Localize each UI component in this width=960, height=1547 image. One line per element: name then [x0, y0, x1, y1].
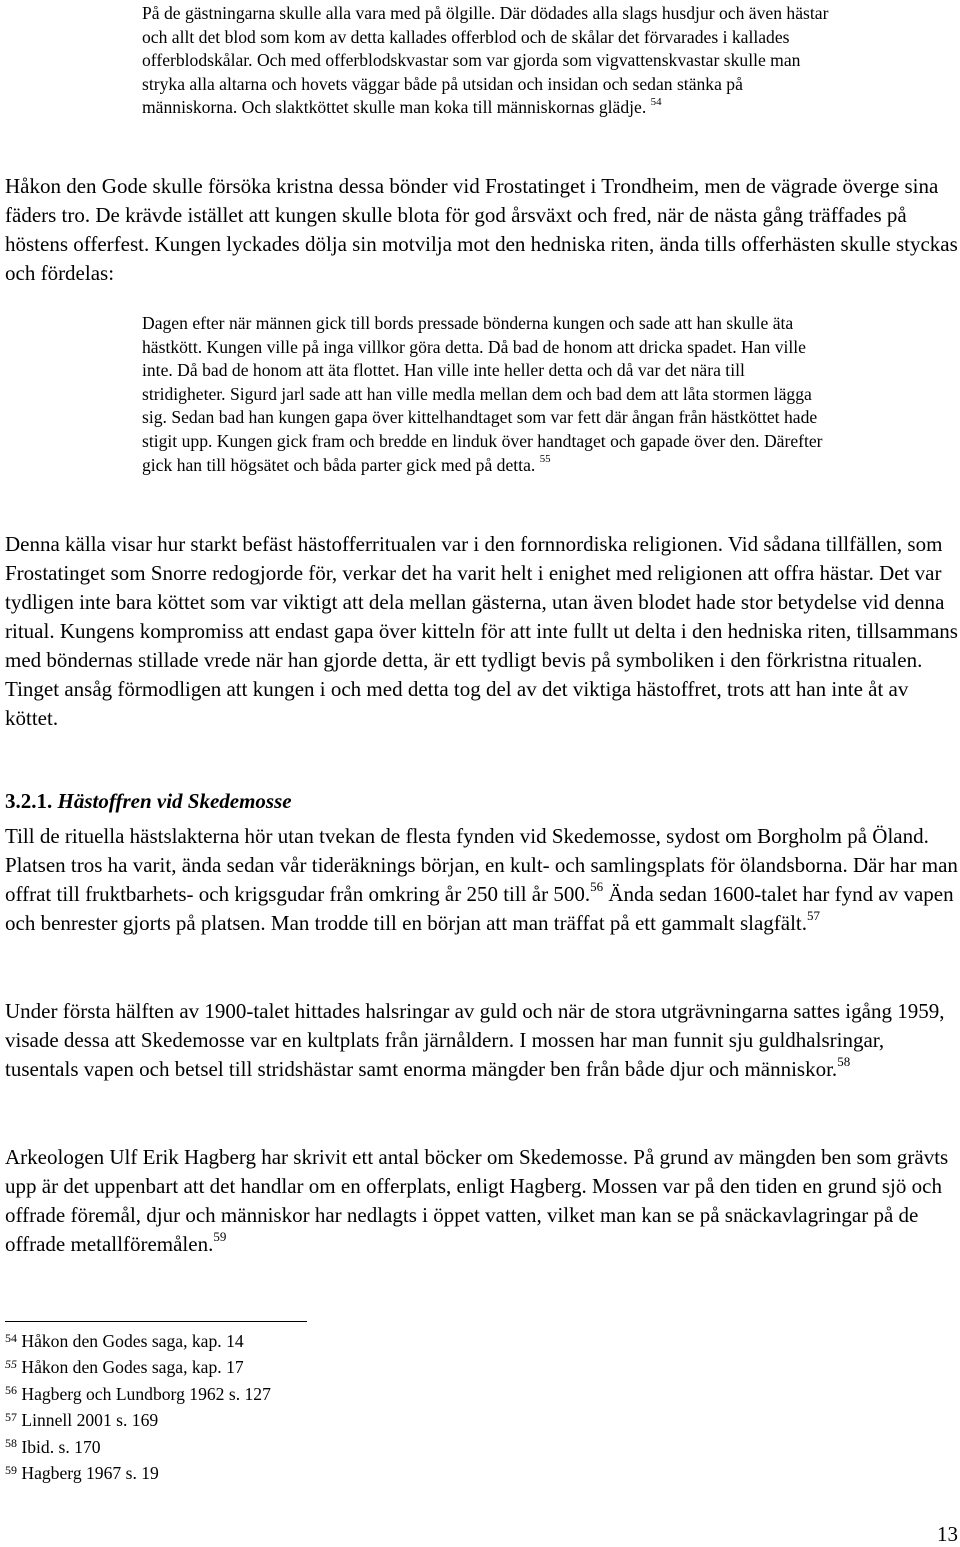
paragraph-source-analysis: Denna källa visar hur starkt befäst hästofferritualen var i den fornnordiska religionen. Vid sådana tillfällen, som Frostatinget som Snorre redogjorde för, verkar det ha varit helt i enighet med religionen att offra hästar. Det var tydligen inte bara köttet som var viktigt att dela mellan gästerna, utan även blodet hade stor betydelse vid denna ritual. Kungens kompromiss att endast gapa över kitteln för att inte fullt ut delta i den hedniska riten, tillsammans med böndernas stillade vrede när han gjorde detta, är ett tydligt bevis på symboliken i den förkristna ritualen. Tinget ansåg förmodligen att kungen i och med detta tog del av det viktiga hästoffret, trots att han inte åt av köttet.: [5, 532, 958, 730]
footnote-ref-58[interactable]: 58: [837, 1054, 851, 1070]
paragraph-text: Ända sedan 1600-talet har fynd av vapen och benrester gjorts på platsen. Man trodde till en början att man träffat på ett gammalt slagfält.: [5, 882, 954, 935]
paragraph-hagberg: [5, 1143, 960, 1259]
paragraph-excavations: [5, 997, 960, 1084]
footnote-ref-57[interactable]: 57: [807, 908, 821, 924]
footnote-item: [5, 1435, 271, 1461]
footnote-number: 56: [5, 1383, 17, 1398]
footnote-number: 54: [5, 1330, 17, 1345]
footnote-text: Hagberg 1967 s. 19: [21, 1463, 159, 1484]
footnote-number: 57: [5, 1409, 17, 1424]
section-number: 3.2.1.: [5, 789, 53, 813]
paragraph-text: Arkeologen Ulf Erik Hagberg har skrivit ett antal böcker om Skedemosse. På grund av mängden ben som grävts upp är det uppenbart att det handlar om en offerplats, enligt Hagberg. Mossen var på den tiden en grund sjö och offrade föremål, djur och människor har nedlagts i öppet vatten, vilket man kan se på snäckavlagringar på de offrade metallföremålen.: [5, 1145, 949, 1256]
paragraph-text: Under första hälften av 1900-talet hittades halsringar av guld och när de stora utgrävningarna sattes igång 1959, visade dessa att Skedemosse var en kultplats från järnåldern. I mossen har man funnit sju guldhalsringar, tusentals vapen och betsel till stridshästar samt enorma mängder ben från både djur och människor.: [5, 999, 945, 1081]
paragraph-text: Till de rituella hästslakterna hör utan tvekan de flesta fynden vid Skedemosse, sydost om Borgholm på Öland. Platsen tros ha varit, ända sedan vår tideräknings början, en kult- och samlingsplats för ölandsborna. Där har man offrat till fruktbarhets- och krigsgudar från omkring år 250 till år 500.: [5, 824, 958, 906]
footnote-text: Linnell 2001 s. 169: [21, 1410, 159, 1431]
footnote-item: [5, 1408, 271, 1434]
footnote-list: [5, 1329, 271, 1487]
footnote-ref-55[interactable]: 55: [539, 453, 551, 466]
quote-text: Dagen efter när männen gick till bords pressade bönderna kungen och sade att han skulle äta hästkött. Kungen ville på inga villkor göra detta. Då bad de honom att dricka spadet. Han ville inte. Då bad de honom att äta flottet. Han ville inte heller detta och då var det nära till stridigheter. Sigurd jarl sade att han ville medla mellan dem och bad dem att låta stormen lägga sig. Sedan bad han kungen gapa över kittelhandtaget som var fett där ångan från hästköttet hade stigit upp. Kungen gick fram och bredde en linduk över handtaget och gapade över den. Därefter gick han till högsätet och båda parter gick med på detta.: [142, 313, 823, 475]
footnote-text: Hagberg och Lundborg 1962 s. 127: [21, 1383, 271, 1404]
footnote-item: [5, 1382, 271, 1408]
paragraph-skedemosse-intro: [5, 822, 960, 938]
footnote-ref-54[interactable]: 54: [650, 95, 662, 108]
footnote-text: Håkon den Godes saga, kap. 14: [21, 1331, 244, 1351]
block-quote-ale-feast: [142, 2, 832, 120]
footnote-number: 58: [5, 1436, 17, 1451]
block-quote-horse-meat: [142, 312, 832, 477]
footnote-item: [5, 1355, 271, 1381]
footnote-item: [5, 1329, 271, 1355]
footnote-ref-56[interactable]: 56: [590, 879, 604, 895]
section-heading: [5, 787, 292, 816]
quote-text: På de gästningarna skulle alla vara med på ölgille. Där dödades alla slags husdjur och även hästar och allt det blod som kom av detta kallades offerblod och de skålar det förvarades i kallades offerblodskålar. Och med offerblodskvastar som var gjorda som vigvattenskvastar skulle man stryka alla altarna och hovets väggar både på utsidan och insidan och sedan stänka på människorna. Och slaktköttet skulle man koka till människornas glädje.: [142, 3, 829, 118]
footnote-text: Håkon den Godes saga, kap. 17: [21, 1357, 244, 1378]
footnote-ref-59[interactable]: 59: [213, 1229, 227, 1245]
footnote-number: 55: [5, 1357, 17, 1372]
footnote-item: [5, 1461, 271, 1487]
footnote-number: 59: [5, 1462, 17, 1477]
footnote-text: Ibid. s. 170: [21, 1436, 101, 1457]
section-title: Hästoffren vid Skedemosse: [57, 789, 292, 813]
paragraph-hakon-frostating: Håkon den Gode skulle försöka kristna dessa bönder vid Frostatinget i Trondheim, men de vägrade överge sina fäders tro. De krävde istället att kungen skulle blota för god årsväxt och fred, när de nästa gång träffades på höstens offerfest. Kungen lyckades dölja sin motvilja mot den hedniska riten, ända tills offerhästen skulle styckas och fördelas:: [5, 174, 958, 285]
footnote-separator: [5, 1321, 307, 1322]
page-number: 13: [937, 1522, 958, 1546]
